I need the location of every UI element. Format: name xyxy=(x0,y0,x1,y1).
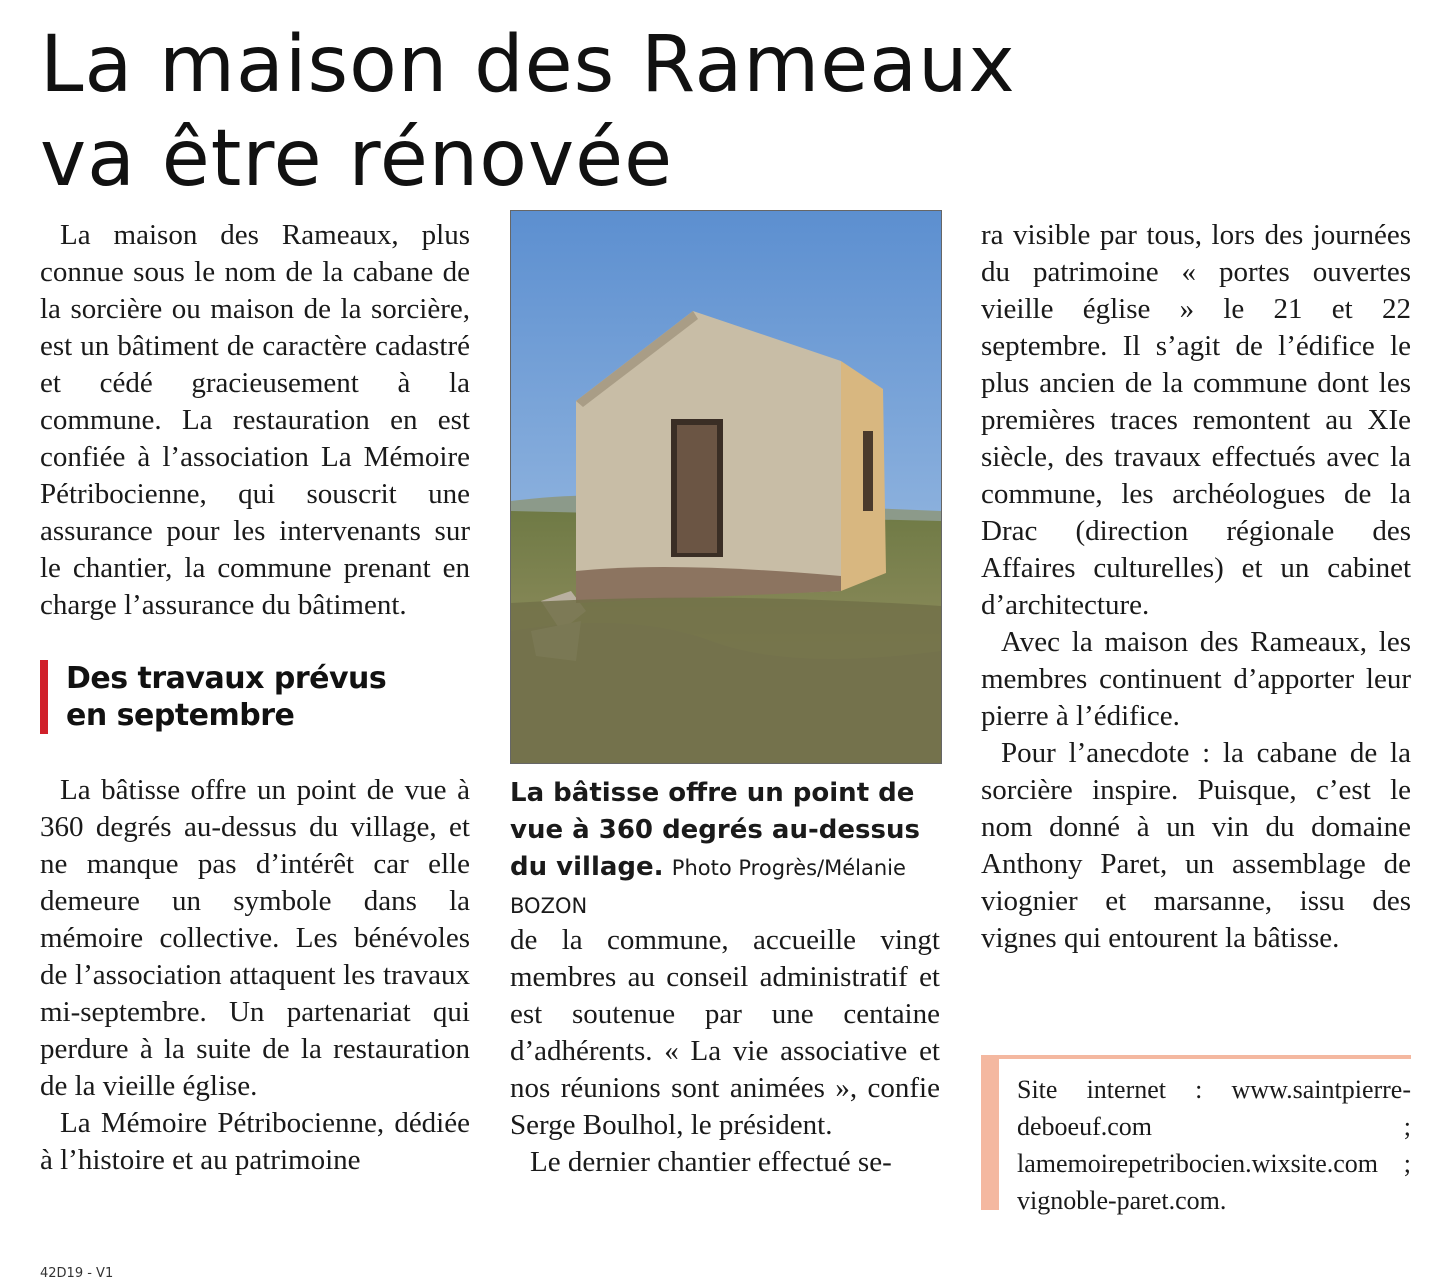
info-box-text: Site internet : www.saintpierre-deboeuf.com ; lamemoirepetribocien.wixsite.com ; vignoble-paret.com. xyxy=(1017,1075,1411,1215)
column3-paragraph-3: Pour l’anecdote : la cabane de la sorcière inspire. Puisque, c’est le nom donné à un vin du domaine Anthony Paret, un assemblage de viognier et marsanne, issu des vignes qui entourent la bâtisse. xyxy=(981,737,1411,954)
column2-paragraph-1: de la commune, accueille vingt membres au conseil administratif et est soutenue par une centaine d’adhérents. « La vie associative et nos réunions sont animées », confie Serge Boulhol, le président. xyxy=(510,924,940,1141)
headline-line-1: La maison des Rameaux xyxy=(40,20,1016,110)
article-photo xyxy=(510,210,942,764)
caption-text: La bâtisse offre un point de vue à 360 degrés au-dessus du village. xyxy=(510,778,920,882)
photo-caption xyxy=(510,775,950,925)
subheading-line-1: Des travaux prévus xyxy=(66,661,387,696)
column1-paragraph-1: La maison des Rameaux, plus connue sous le nom de la cabane de la sorcière ou maison de la sorcière, est un bâtiment de caractère cadastré et cédé gracieusement à la commune. La restauration en est confiée à l’association La Mémoire Pétribocienne, qui souscrit une assurance pour les intervenants sur le chantier, la commune prenant en charge l’assurance du bâtiment. xyxy=(40,219,470,621)
article-column-3 xyxy=(981,217,1411,957)
column2-paragraph-2: Le dernier chantier effectué se- xyxy=(530,1146,892,1178)
column1-paragraph-3: La Mémoire Pétribocienne, dédiée à l’histoire et au patrimoine xyxy=(40,1107,470,1176)
article-column-1 xyxy=(40,217,470,1179)
column3-paragraph-1: ra visible par tous, lors des journées du patrimoine « portes ouvertes vieille église » le 21 et 22 septembre. Il s’agit de l’édifice le plus ancien de la commune dont les premières traces remontent au XIe siècle, des travaux effectués avec la commune, les archéologues de la Drac (direction régionale des Affaires culturelles) et un cabinet d’architecture. xyxy=(981,219,1411,621)
section-subheading xyxy=(40,660,470,734)
stone-hut-photo-illustration xyxy=(511,211,941,763)
column3-paragraph-2: Avec la maison des Rameaux, les membres continuent d’apporter leur pierre à l’édifice. xyxy=(981,626,1411,732)
page-code: 42D19 - V1 xyxy=(40,1266,114,1281)
subheading-line-2: en septembre xyxy=(66,698,295,733)
photo-credit: Photo Progrès/Mélanie BOZON xyxy=(510,856,906,918)
info-box xyxy=(981,1055,1411,1215)
column1-paragraph-2: La bâtisse offre un point de vue à 360 degrés au-dessus du village, et ne manque pas d’intérêt car elle demeure un symbole dans la mémoire collective. Les bénévoles de l’association attaquent les travaux mi-septembre. Un partenariat qui perdure à la suite de la restauration de la vieille église. xyxy=(40,774,470,1102)
headline-line-2: va être rénovée xyxy=(40,114,674,204)
article-column-2 xyxy=(510,922,940,1181)
headline xyxy=(40,18,1016,206)
